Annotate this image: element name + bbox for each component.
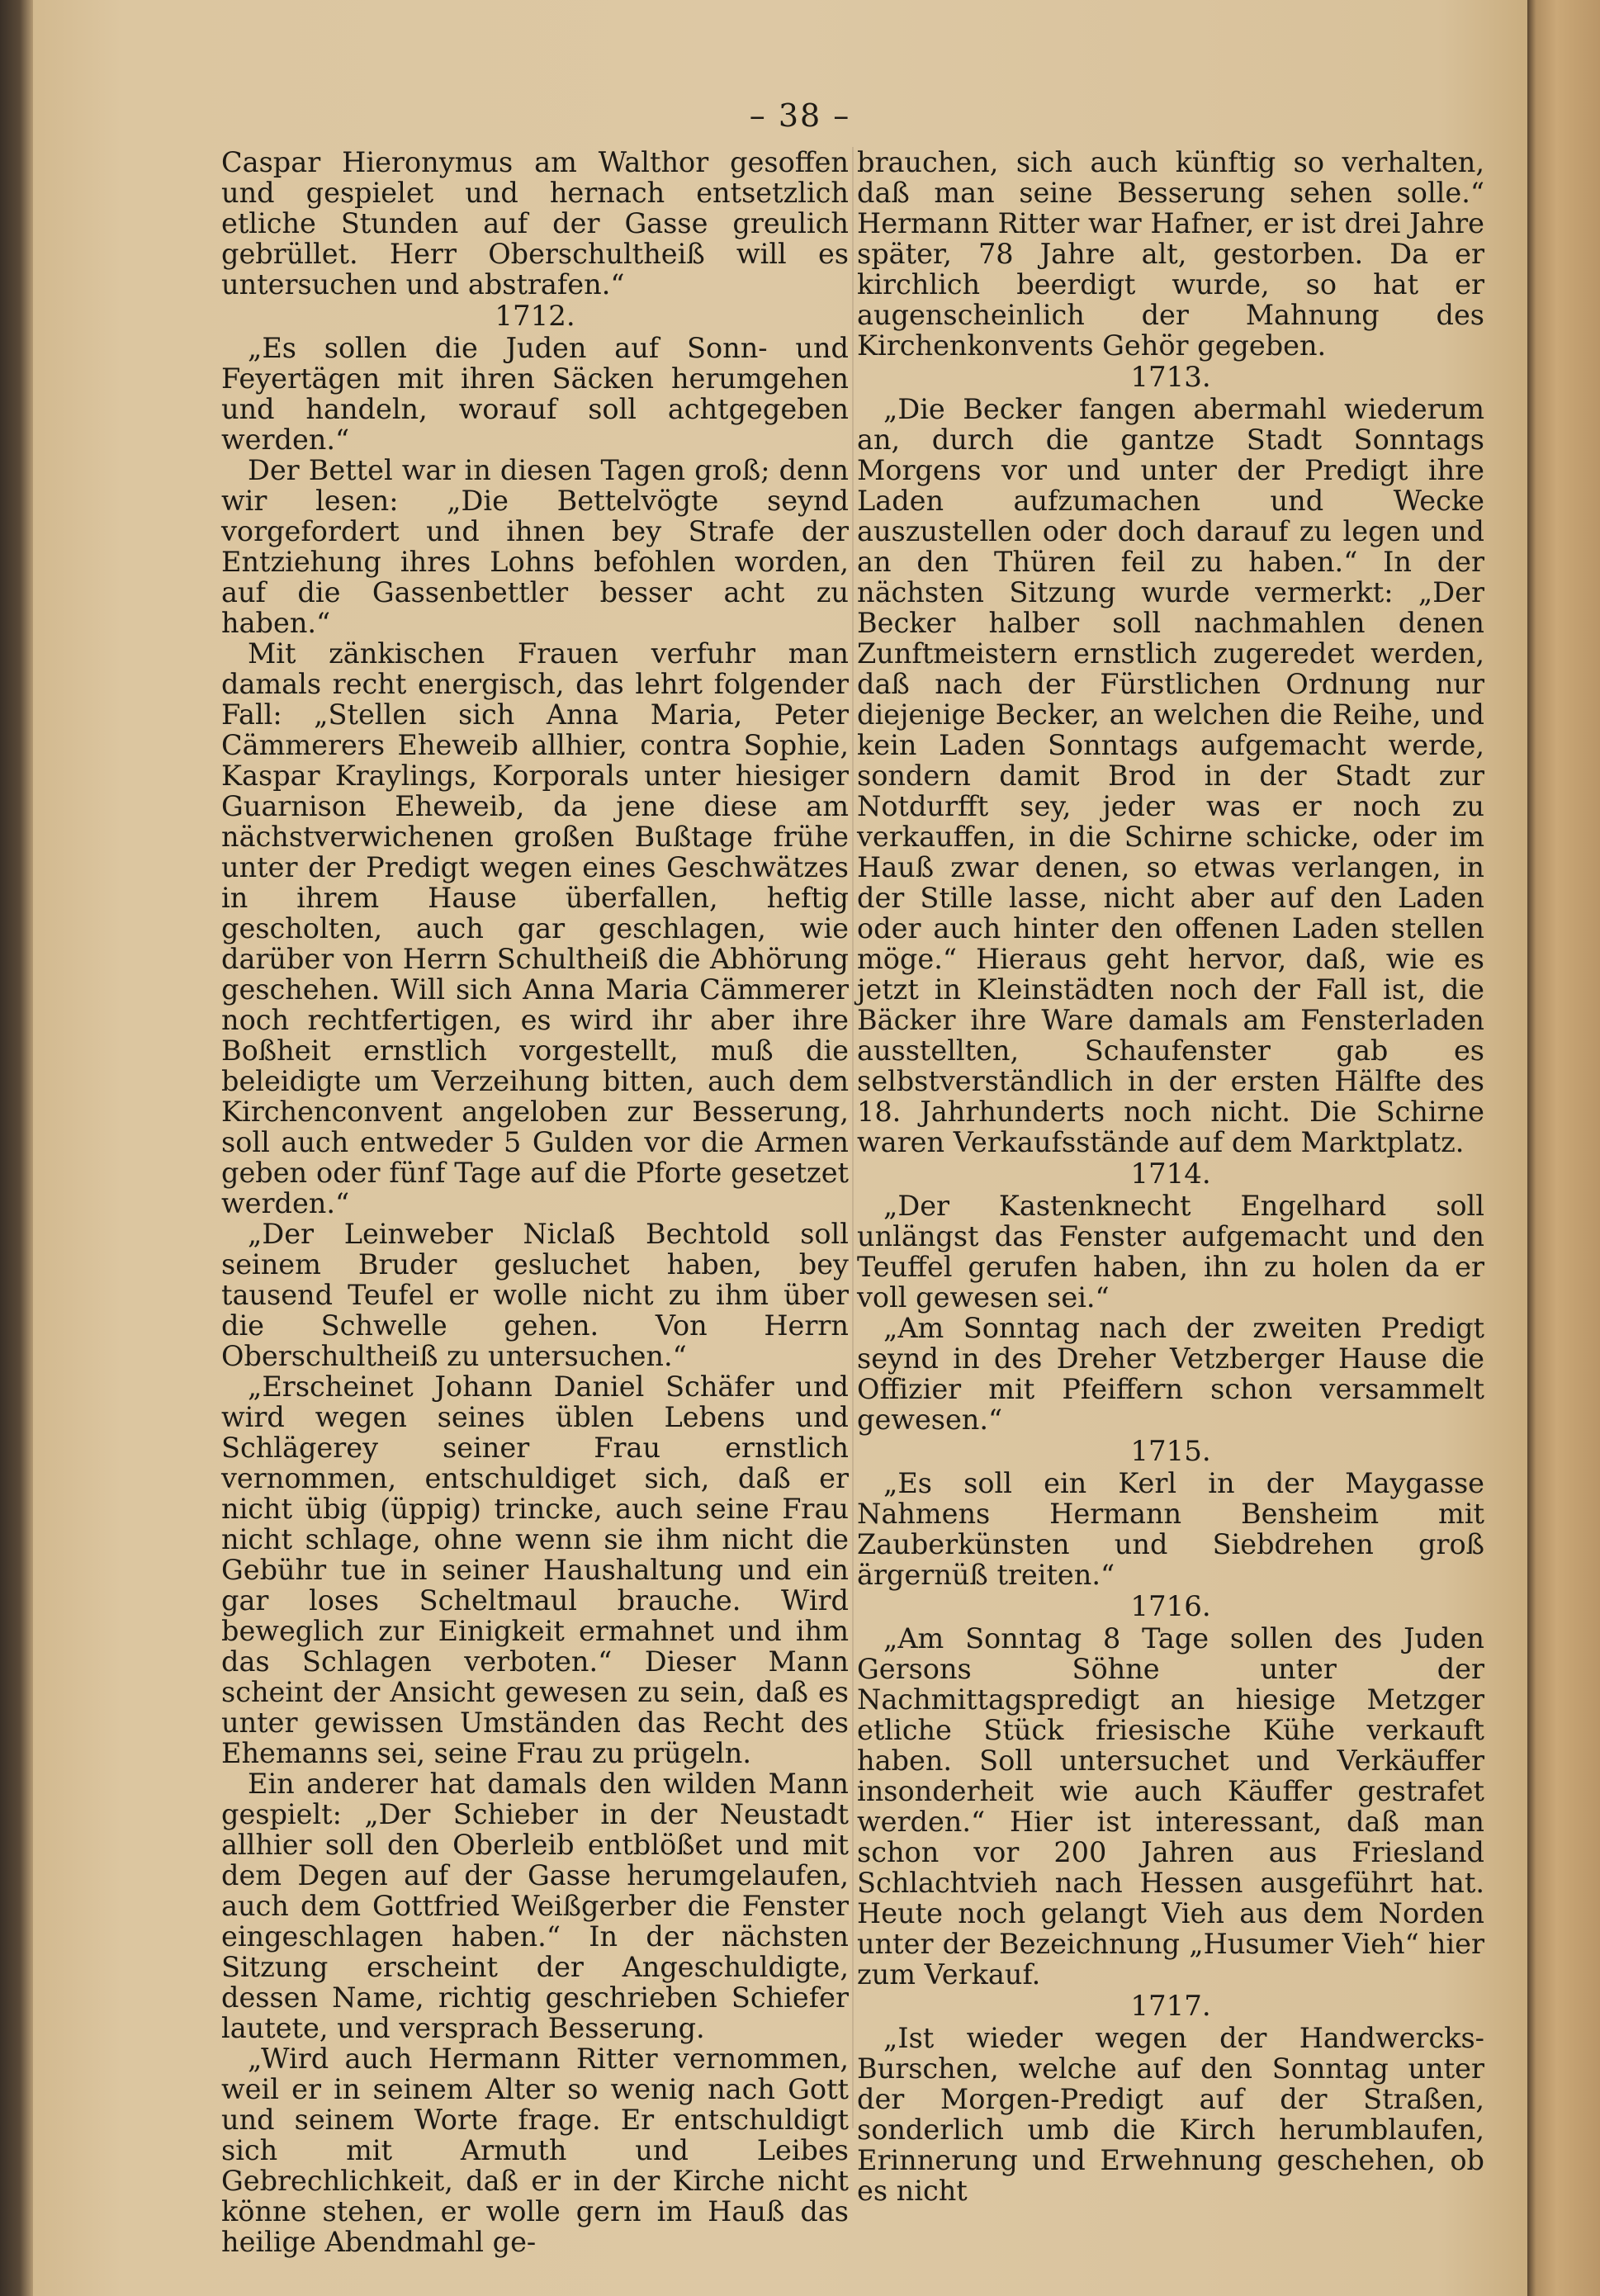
paragraph: „Es soll ein Kerl in der Maygasse Nahmens Hermann Bensheim mit Zauberkünsten und Siebdrehen groß ärgernüß treiten.“	[857, 1467, 1484, 1591]
paragraph: brauchen, sich auch künftig so verhalten, daß man seine Besserung sehen solle.“ Hermann Ritter war Hafner, er ist drei Jahre später, 78 Jahre alt, gestorben. Da er kirchlich beerdigt wurde, so hat er augenscheinlich der Mahnung des Kirchenkonvents Gehör gegeben.	[857, 146, 1484, 362]
paragraph: Der Bettel war in diesen Tagen groß; denn wir lesen: „Die Bettelvögte seynd vorgefordert und ihnen bey Strafe der Entziehung ihres Lohns befohlen worden, auf die Gassenbettler besser acht zu haben.“	[221, 454, 849, 639]
year-heading: 1712.	[495, 300, 575, 333]
year-heading: 1717.	[1130, 1990, 1211, 2023]
paragraph: Mit zänkischen Frauen verfuhr man damals recht energisch, das lehrt folgender Fall: „Stellen sich Anna Maria, Peter Cämmerers Eheweib allhier, contra Sophie, Kaspar Kraylings, Korporals unter hiesiger Guarnison Eheweib, da jene diese am nächstverwichenen großen Bußtage frühe unter der Predigt wegen eines Geschwätzes in ihrem Hause überfallen, heftig gescholten, auch gar geschlagen, wie darüber von Herrn Schultheiß die Abhörung geschehen. Will sich Anna Maria Cämmerer noch rechtfertigen, es wird ihr aber ihre Boßheit ernstlich vorgestellt, muß die beleidigte um Verzeihung bitten, auch dem Kirchenconvent angeloben zur Besserung, soll auch entweder 5 Gulden vor die Armen geben oder fünf Tage auf die Pforte gesetzet werden.“	[221, 637, 849, 1219]
year-heading: 1715.	[1130, 1435, 1211, 1468]
paragraph: Ein anderer hat damals den wilden Mann gespielt: „Der Schieber in der Neustadt allhier soll den Oberleib entblößet und mit dem Degen auf der Gasse herumgelaufen, auch dem Gottfried Weißgerber die Fenster eingeschlagen haben.“ In der nächsten Sitzung erscheint der Angeschuldigte, dessen Name, richtig geschrieben Schiefer lautete, und versprach Besserung.	[221, 1768, 849, 2044]
book-binding	[0, 0, 33, 2296]
year-heading: 1716.	[1130, 1590, 1211, 1623]
paragraph: „Die Becker fangen abermahl wiederum an, durch die gantze Stadt Sonntags Morgens vor und unter der Predigt ihre Laden aufzumachen und Wecke auszustellen oder doch darauf zu legen und an den Thüren feil zu haben.“ In der nächsten Sitzung wurde vermerkt: „Der Becker halber soll nachmahlen denen Zunftmeistern ernstlich zugeredet werden, daß nach der Fürstlichen Ordnung nur diejenige Becker, an welchen die Reihe, und kein Laden Sonntags aufgemacht werde, sondern damit Brod in der Stadt zur Notdurfft sey, jeder was er noch zu verkauffen, in die Schirne schicke, oder im Hauß zwar denen, so etwas verlangen, in der Stille lasse, nicht aber auf den Laden oder auch hinter den offenen Laden stellen möge.“ Hieraus geht hervor, daß, wie es jetzt in Kleinstädten noch der Fall ist, die Bäcker ihre Ware damals am Fensterladen ausstellten, Schaufenster gab es selbstverständlich in der ersten Hälfte des 18. Jahrhunderts noch nicht. Die Schirne waren Verkaufsstände auf dem Marktplatz.	[857, 393, 1484, 1158]
right-column	[857, 147, 1484, 2206]
paragraph: „Am Sonntag 8 Tage sollen des Juden Gersons Söhne unter der Nachmittagspredigt an hiesige Metzger etliche Stück friesische Kühe verkauft haben. Soll untersuchet und Verkäuffer insonderheit wie auch Käuffer gestrafet werden.“ Hier ist interessant, daß man schon vor 200 Jahren aus Friesland Schlachtvieh nach Hessen ausgeführt hat. Heute noch gelangt Vieh aus dem Norden unter der Bezeichnung „Husumer Vieh“ hier zum Verkauf.	[857, 1622, 1484, 1991]
paragraph: „Ist wieder wegen der Handwercks-Burschen, welche auf den Sonntag unter der Morgen-Predigt auf der Straßen, sonderlich umb die Kirch herumblaufen, Erinnerung und Erwehnung geschehen, ob es nicht	[857, 2022, 1484, 2207]
paragraph: „Der Kastenknecht Engelhard soll unlängst das Fenster aufgemacht und den Teuffel gerufen haben, ihn zu holen da er voll gewesen sei.“	[857, 1190, 1484, 1314]
paragraph: „Der Leinweber Niclaß Bechtold soll seinem Bruder gesluchet haben, bey tausend Teufel er wolle nicht zu ihm über die Schwelle gehen. Von Herrn Oberschultheiß zu untersuchen.“	[221, 1218, 849, 1372]
year-heading: 1714.	[1130, 1157, 1211, 1191]
paragraph: „Erscheinet Johann Daniel Schäfer und wird wegen seines üblen Lebens und Schlägerey seiner Frau ernstlich vernommen, entschuldiget sich, daß er nicht übig (üppig) trincke, auch seine Frau nicht schlage, ohne wenn sie ihm nicht die Gebühr tue in seiner Haushaltung und ein gar loses Scheltmaul brauche. Wird beweglich zur Einigkeit ermahnet und ihm das Schlagen verboten.“ Dieser Mann scheint der Ansicht gewesen zu sein, daß es unter gewissen Umständen das Recht des Ehemanns sei, seine Frau zu prügeln.	[221, 1370, 849, 1769]
paragraph: „Es sollen die Juden auf Sonn- und Feyertägen mit ihren Säcken herumgehen und handeln, worauf soll achtgegeben werden.“	[221, 332, 849, 456]
page-number: – 38 –	[749, 97, 851, 134]
left-column	[221, 147, 849, 2257]
year-heading: 1713.	[1130, 361, 1211, 394]
page-edge	[1527, 0, 1600, 2296]
paragraph: „Wird auch Hermann Ritter vernommen, weil er in seinem Alter so wenig nach Gott und seinem Worte frage. Er entschuldigt sich mit Armuth und Leibes Gebrechlichkeit, daß er in der Kirche nicht könne stehen, er wolle gern im Hauß das heilige Abendmahl ge-	[221, 2043, 849, 2258]
column-gutter	[852, 147, 854, 2128]
paragraph: Caspar Hieronymus am Walthor gesoffen und gespielet und hernach entsetzlich etliche Stunden auf der Gasse greulich gebrüllet. Herr Oberschultheiß will es untersuchen und abstrafen.“	[221, 146, 849, 301]
paragraph: „Am Sonntag nach der zweiten Predigt seynd in des Dreher Vetzberger Hause die Offizier mit Pfeiffern schon versammelt gewesen.“	[857, 1312, 1484, 1436]
